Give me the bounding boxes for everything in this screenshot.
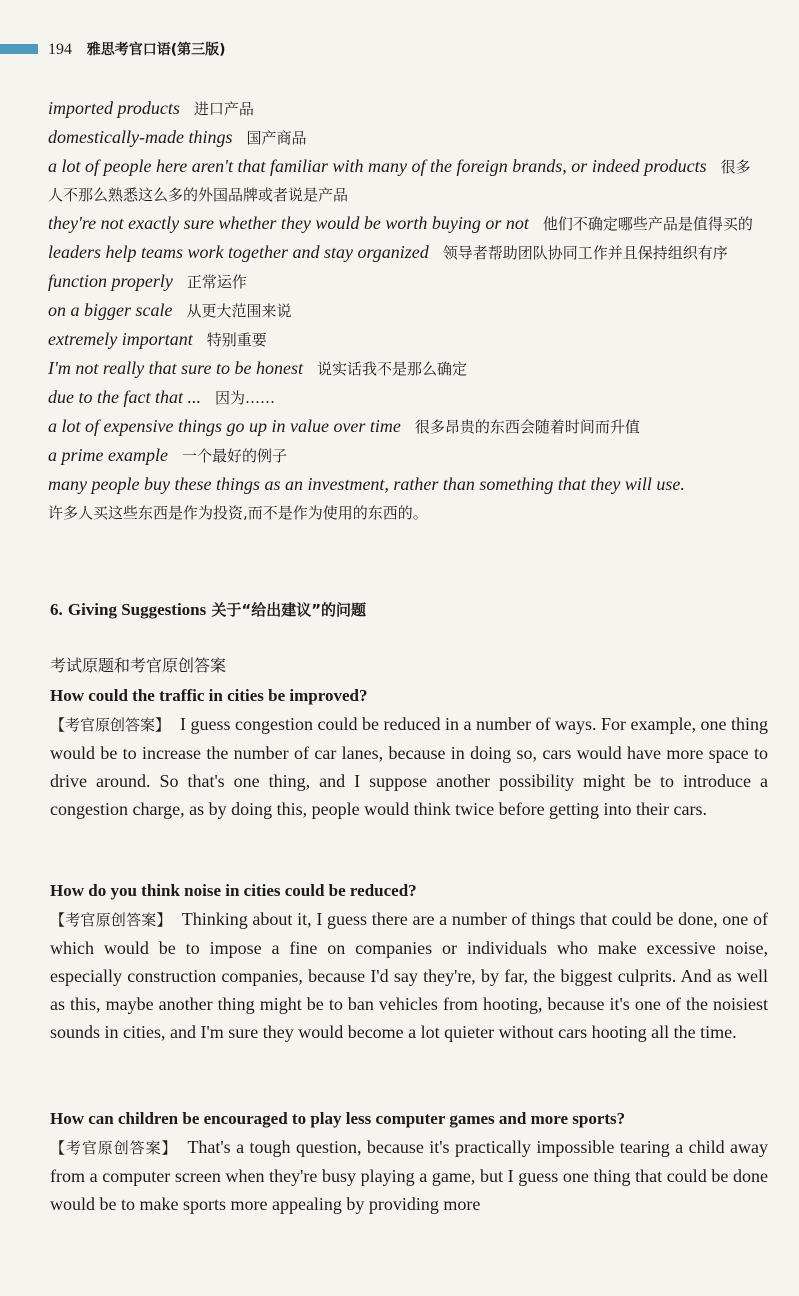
- vocab-chinese: 很多昂贵的东西会随着时间而升值: [414, 418, 640, 436]
- page-header: [48, 40, 226, 59]
- vocab-english: imported products: [48, 98, 180, 118]
- vocab-chinese: 他们不确定哪些产品是值得买的: [542, 215, 753, 233]
- page-number: 194: [48, 41, 72, 58]
- section-number: 6.: [50, 600, 63, 619]
- answer: [50, 710, 768, 823]
- vocab-chinese: 正常运作: [186, 273, 247, 291]
- section-heading: [50, 600, 366, 620]
- section-title-english: Giving Suggestions: [67, 600, 207, 619]
- question: How could the traffic in cities be improved?: [50, 686, 368, 705]
- vocab-english: extremely important: [48, 329, 193, 349]
- answer-text: I guess congestion could be reduced in a number of ways. For example, one thing would be to increase the number of car lanes, because in doing so, cars would have more space to drive around. So that's one thing, and I suppose another possibility might be to introduce a congestion charge, as by doing this, people would think twice before getting into their cars.: [50, 714, 768, 819]
- vocabulary-list: [48, 94, 763, 527]
- vocab-chinese: 一个最好的例子: [181, 447, 287, 465]
- vocab-chinese: 领导者帮助团队协同工作并且保持组织有序: [442, 244, 728, 262]
- vocab-chinese: 因为……: [214, 389, 275, 407]
- question: How do you think noise in cities could be reduced?: [50, 881, 417, 900]
- qa-block: [50, 685, 768, 823]
- answer-tag: 【考官原创答案】: [50, 911, 172, 929]
- vocab-item: [48, 267, 763, 296]
- page-edge-tab: [0, 44, 38, 54]
- vocab-item: [48, 412, 763, 441]
- vocab-item: [48, 209, 763, 238]
- answer-text: That's a tough question, because it's practically impossible tearing a child away from a computer screen when they're busy playing a game, but I guess one thing that could be done would be to make sports more appealing by providing more: [50, 1137, 768, 1214]
- vocab-item: [48, 94, 763, 123]
- vocab-item: [48, 123, 763, 152]
- vocab-item: [48, 383, 763, 412]
- answer-tag: 【考官原创答案】: [50, 716, 171, 734]
- vocab-chinese: 国产商品: [246, 129, 307, 147]
- vocab-item: [48, 470, 763, 527]
- vocab-item: [48, 325, 763, 354]
- vocab-english: function properly: [48, 271, 173, 291]
- vocab-item: [48, 152, 763, 209]
- answer: [50, 905, 768, 1046]
- vocab-item: [48, 441, 763, 470]
- vocab-english: domestically-made things: [48, 127, 233, 147]
- subheading: 考试原题和考官原创答案: [50, 656, 227, 675]
- qa-block: [50, 880, 768, 1046]
- answer-tag: 【考官原创答案】: [50, 1139, 178, 1157]
- vocab-chinese: 说实话我不是那么确定: [316, 360, 467, 378]
- vocab-english: many people buy these things as an investment, rather than something that they will use.: [48, 474, 685, 494]
- vocab-english: leaders help teams work together and stay organized: [48, 242, 429, 262]
- vocab-english: I'm not really that sure to be honest: [48, 358, 303, 378]
- answer: [50, 1133, 768, 1218]
- vocab-english: a lot of expensive things go up in value over time: [48, 416, 401, 436]
- vocab-english: on a bigger scale: [48, 300, 173, 320]
- vocab-english: a lot of people here aren't that familiar with many of the foreign brands, or indeed products: [48, 156, 707, 176]
- vocab-english: due to the fact that ...: [48, 387, 201, 407]
- vocab-item: [48, 238, 763, 267]
- vocab-english: a prime example: [48, 445, 168, 465]
- vocab-item: [48, 354, 763, 383]
- answer-text: Thinking about it, I guess there are a number of things that could be done, one of which would be to impose a fine on companies or individuals who make excessive noise, especially construction companies, because I'd say they're, by far, the biggest culprits. And as well as this, maybe another thing might be to ban vehicles from hooting, because it's one of the noisiest sounds in cities, and I'm sure they would become a lot quieter without cars hooting all the time.: [50, 909, 768, 1042]
- vocab-chinese: 特别重要: [206, 331, 267, 349]
- vocab-chinese: 很多人不那么熟悉这么多的外国品牌或者说是产品: [48, 158, 751, 204]
- vocab-item: [48, 296, 763, 325]
- section-title-chinese: 关于“给出建议”的问题: [211, 601, 367, 619]
- vocab-chinese: 从更大范围来说: [186, 302, 292, 320]
- book-title: 雅思考官口语(第三版): [86, 42, 226, 58]
- vocab-english: they're not exactly sure whether they would be worth buying or not: [48, 213, 529, 233]
- question: How can children be encouraged to play less computer games and more sports?: [50, 1109, 626, 1128]
- vocab-chinese: 进口产品: [193, 100, 254, 118]
- qa-block: [50, 1108, 768, 1218]
- vocab-chinese: 许多人买这些东西是作为投资,而不是作为使用的东西的。: [48, 504, 428, 522]
